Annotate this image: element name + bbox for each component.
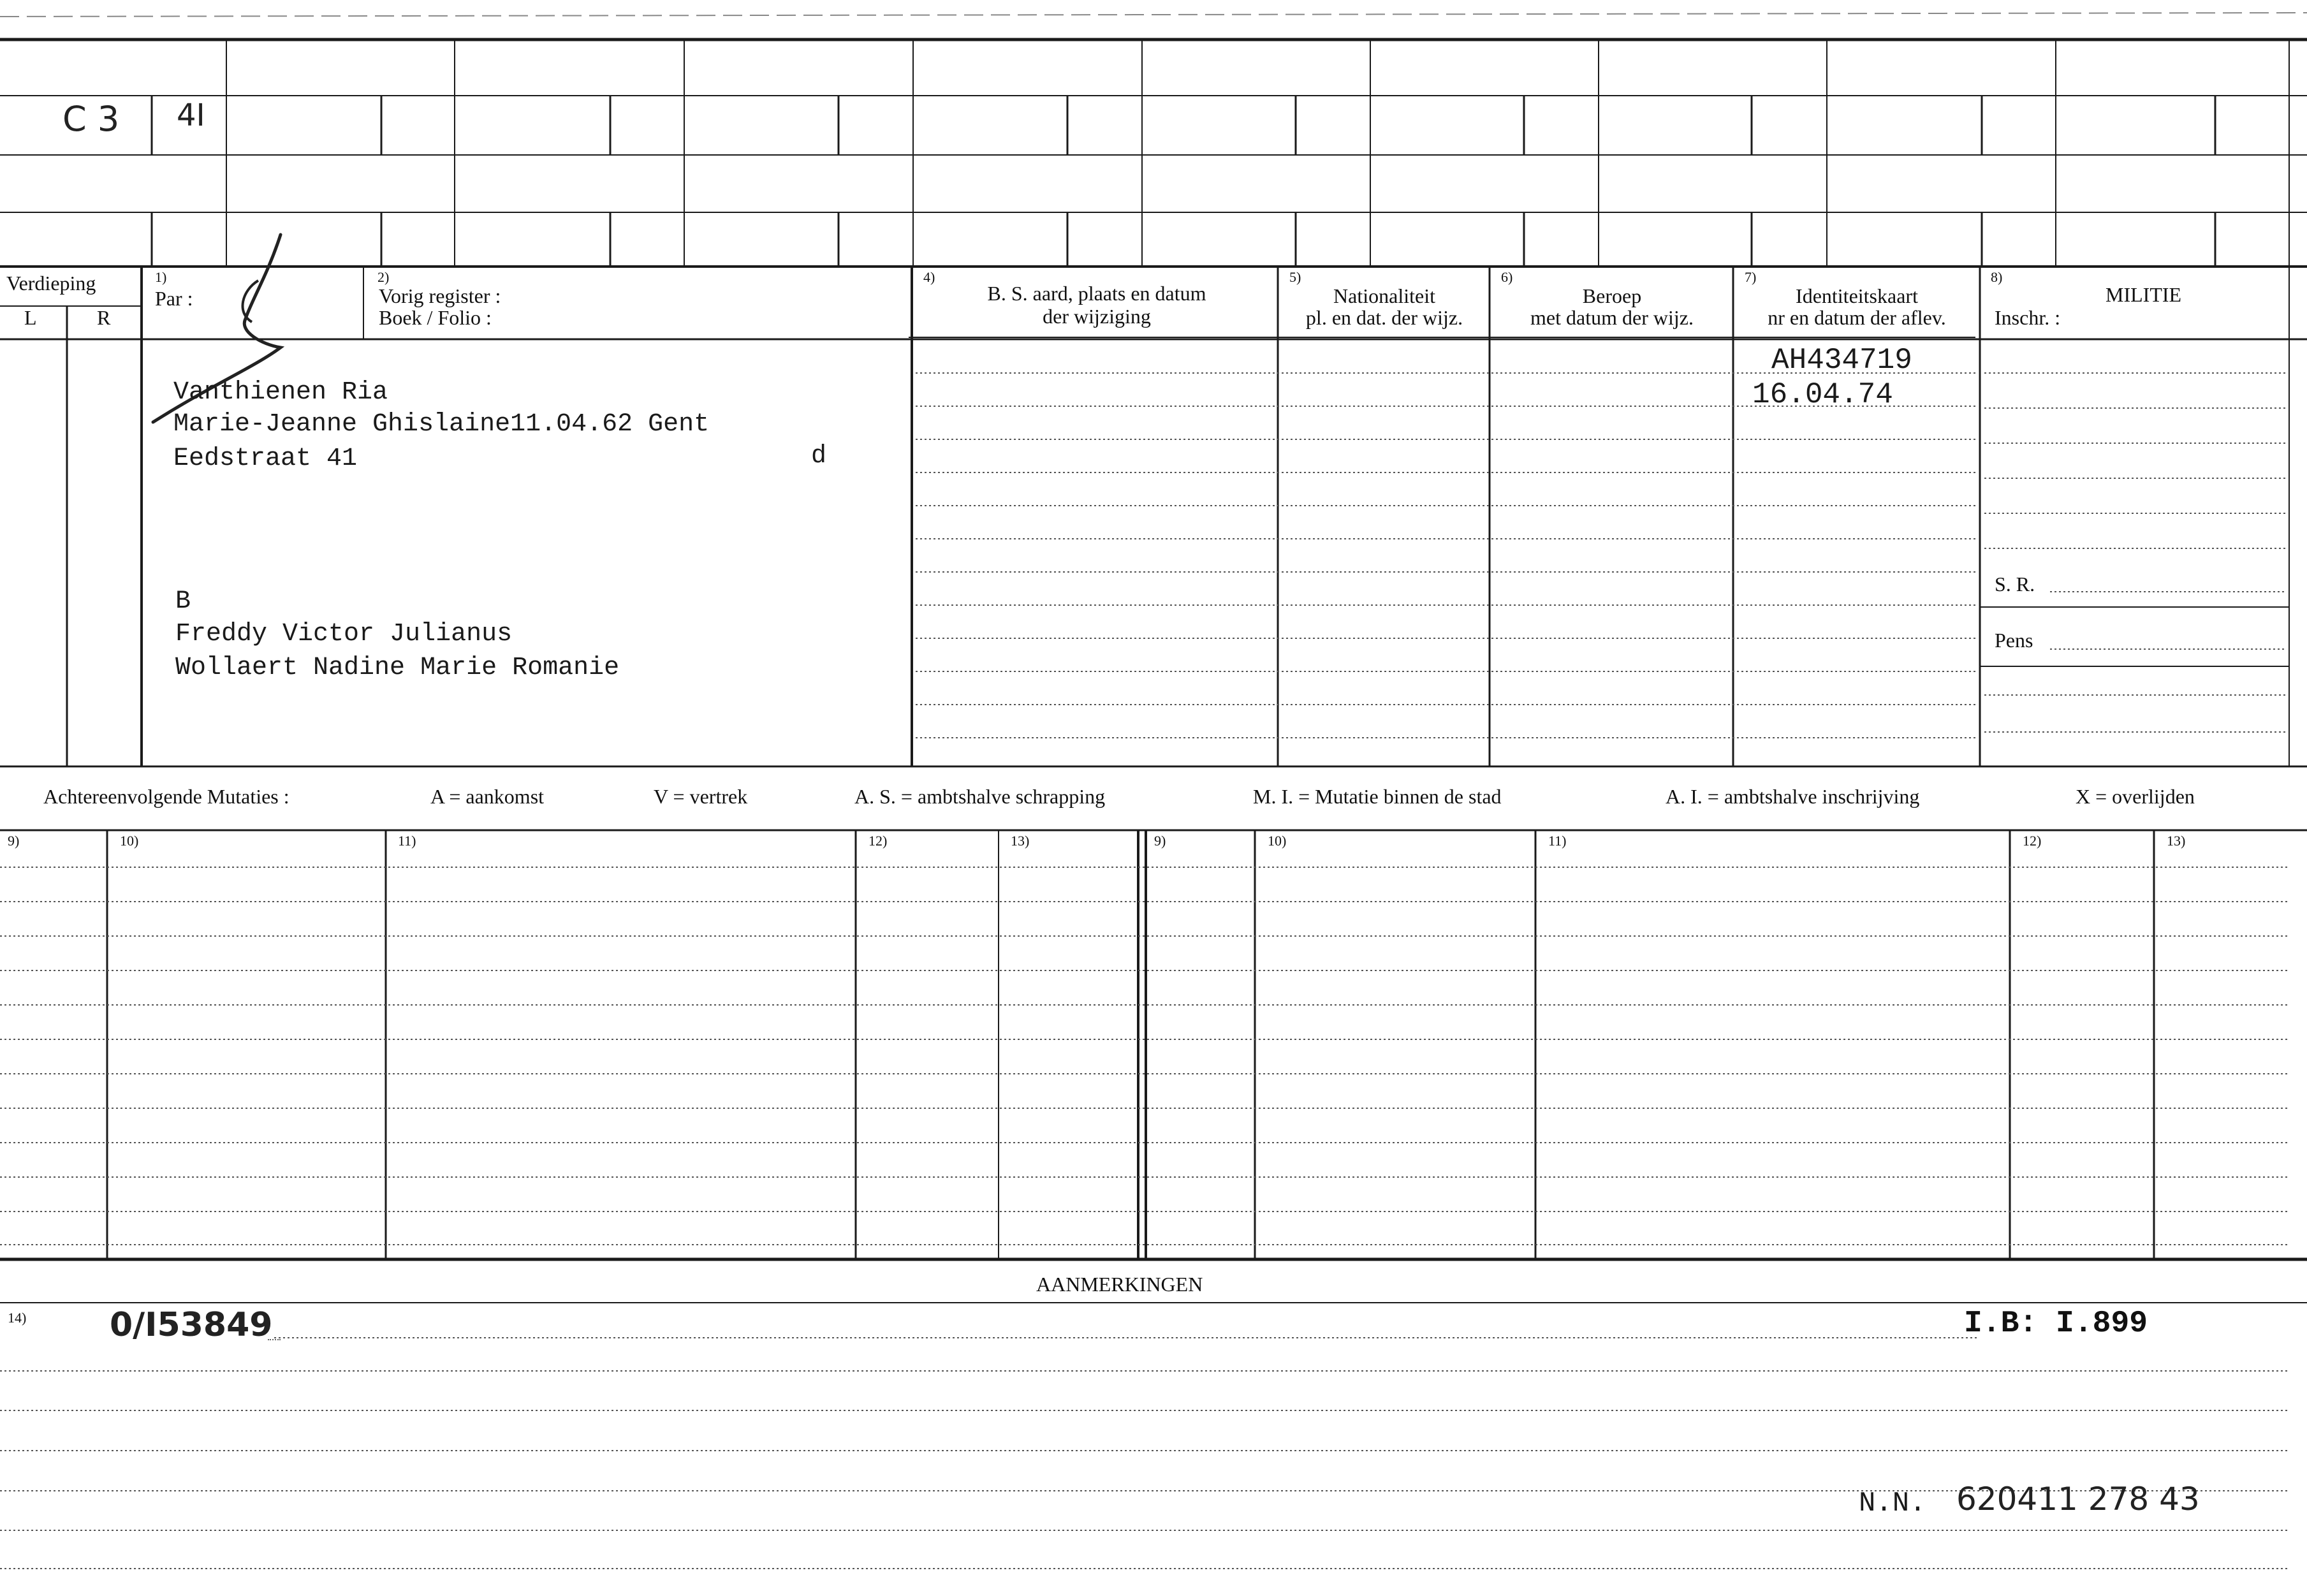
col2-line2: Boek / Folio :	[379, 306, 492, 329]
col4-line1: B. S. aard, plaats en datum	[987, 282, 1206, 305]
person-given-names-birth: Marie-Jeanne Ghislaine11.04.62 Gent	[173, 410, 710, 439]
mut-col-10-left: 10)	[120, 833, 139, 849]
id-card-number: AH434719	[1771, 344, 1912, 377]
block-code: C 3	[62, 99, 120, 139]
remarks-reference: 0/I53849	[110, 1306, 273, 1344]
col7-line2: nr en datum der aflev.	[1768, 306, 1946, 329]
mutation-legend-mi: M. I. = Mutatie binnen de stad	[1253, 785, 1502, 808]
col7-num: 7)	[1745, 269, 1757, 285]
mutation-legend-ai: A. I. = ambtshalve inschrijving	[1666, 785, 1920, 808]
remarks-num: 14)	[8, 1310, 27, 1326]
mut-col-10-right: 10)	[1268, 833, 1287, 849]
col4-num: 4)	[923, 269, 935, 285]
person-name: Vanthienen Ria	[173, 378, 388, 407]
person-mother: Wollaert Nadine Marie Romanie	[175, 654, 620, 682]
mutations-title: Achtereenvolgende Mutaties :	[43, 785, 289, 808]
remarks-nn-value: 620411 278 43	[1956, 1481, 2200, 1518]
remarks-ib: I.B: I.899	[1964, 1307, 2148, 1341]
remarks-reference-underline	[268, 1339, 281, 1340]
col2-line1: Vorig register :	[379, 284, 501, 307]
militie-pens: Pens	[1995, 629, 2033, 652]
col1-num: 1)	[155, 269, 167, 285]
col5-line2: pl. en dat. der wijz.	[1305, 306, 1463, 329]
person-address: Eedstraat 41	[173, 444, 358, 473]
militie-sr: S. R.	[1995, 573, 2035, 596]
militie-title: MILITIE	[2106, 283, 2182, 306]
col6-line2: met datum der wijz.	[1530, 306, 1694, 329]
col2-num: 2)	[377, 269, 390, 285]
block-number: 4I	[177, 98, 205, 133]
verdieping-left: L	[24, 306, 37, 329]
mutation-legend-x: X = overlijden	[2076, 785, 2195, 808]
mut-col-9-left: 9)	[8, 833, 20, 849]
col5-line1: Nationaliteit	[1333, 284, 1435, 307]
remarks-nn-label: N.N.	[1859, 1488, 1926, 1519]
mut-col-13-left: 13)	[1011, 833, 1030, 849]
person-mark-b: B	[175, 587, 191, 616]
mut-col-12-right: 12)	[2023, 833, 2042, 849]
col6-num: 6)	[1501, 269, 1513, 285]
verdieping-right: R	[97, 306, 111, 329]
person-father: Freddy Victor Julianus	[175, 620, 513, 648]
col1-label: Par :	[155, 287, 193, 310]
id-card-date: 16.04.74	[1752, 378, 1893, 411]
col6-line1: Beroep	[1582, 284, 1642, 307]
mut-col-11-left: 11)	[398, 833, 416, 849]
col7-line1: Identiteitskaart	[1796, 284, 1918, 307]
mutation-legend-a: A = aankomst	[430, 785, 545, 808]
mutation-legend-v: V = vertrek	[654, 785, 748, 808]
mut-col-11-right: 11)	[1548, 833, 1567, 849]
mut-col-12-left: 12)	[868, 833, 888, 849]
mutation-legend-as: A. S. = ambtshalve schrapping	[854, 785, 1106, 808]
col5-num: 5)	[1289, 269, 1301, 285]
mut-col-9-right: 9)	[1154, 833, 1166, 849]
mut-col-13-right: 13)	[2167, 833, 2186, 849]
col8-num: 8)	[1991, 269, 2003, 285]
remarks-title: AANMERKINGEN	[1036, 1273, 1203, 1296]
col4-line2: der wijziging	[1043, 305, 1151, 328]
person-mark-d: d	[811, 442, 827, 471]
verdieping-label: Verdieping	[6, 272, 96, 295]
militie-inschr: Inschr. :	[1995, 306, 2061, 329]
